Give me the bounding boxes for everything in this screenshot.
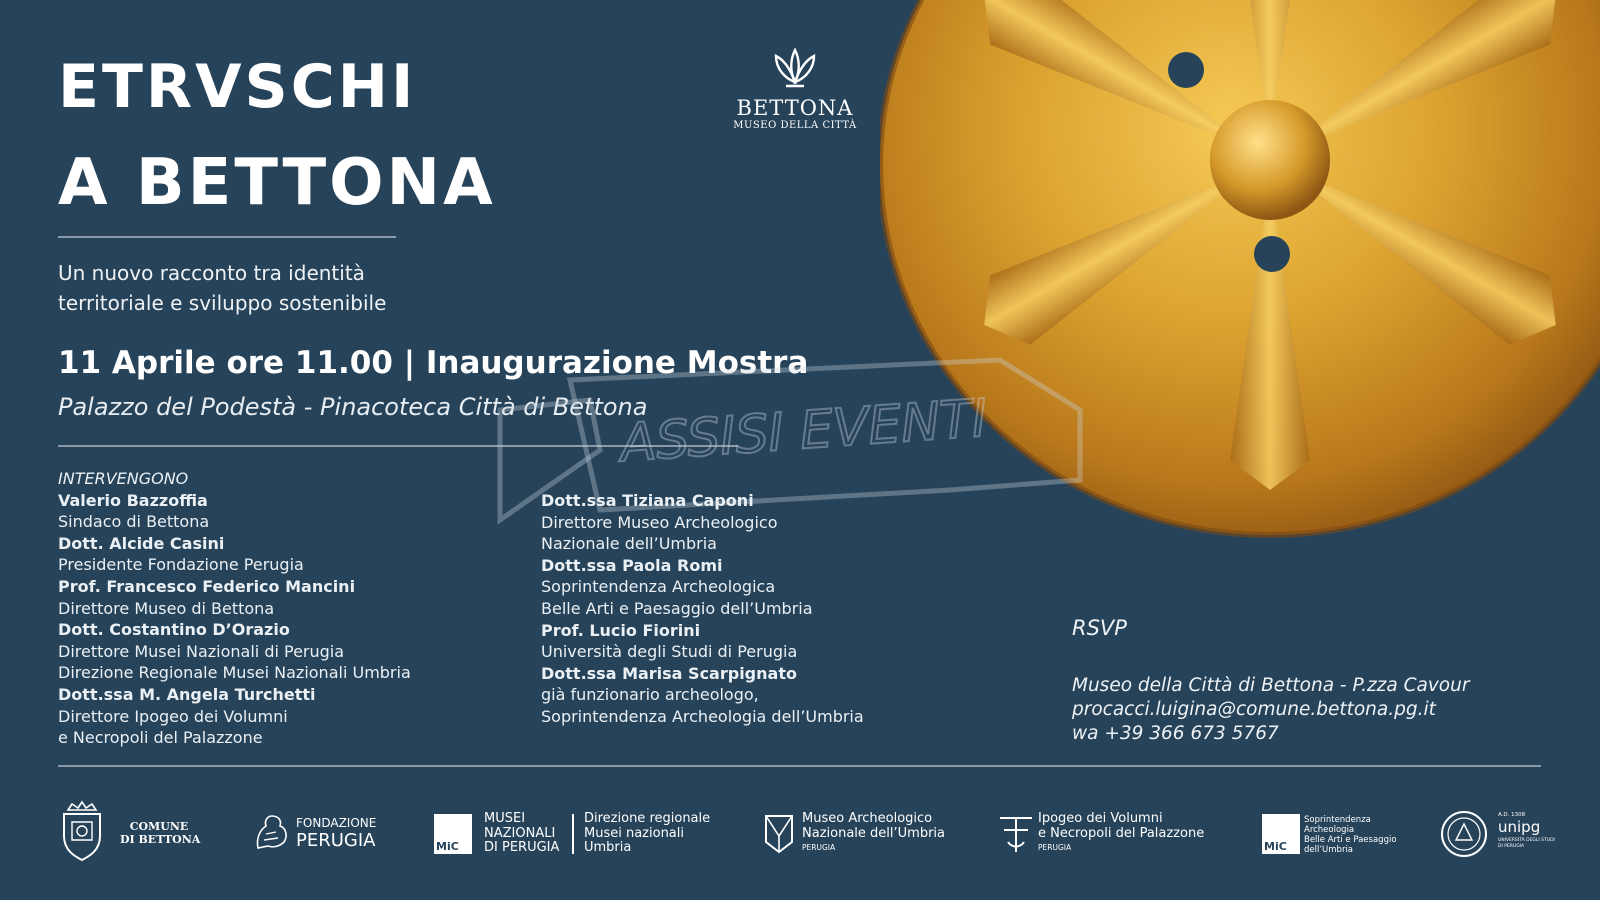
speakers-heading: INTERVENGONO (58, 469, 189, 488)
speaker-name: Prof. Lucio Fiorini (541, 620, 701, 640)
griffin-icon (252, 812, 290, 852)
subtitle (58, 258, 438, 318)
ipogeo-volumni-logo (998, 812, 1218, 860)
man-line2: Nazionale dell’Umbria (802, 825, 945, 841)
mic-badge (434, 814, 472, 854)
comune-line2: DI BETTONA (120, 833, 201, 846)
unipg-sub2: DI PERUGIA (1498, 844, 1525, 849)
university-seal-icon (1440, 810, 1488, 858)
rsvp-address: Museo della Città di Bettona - P.zza Cavour (1072, 675, 1470, 696)
rsvp-email-link[interactable]: procacci.luigina@comune.bettona.pg.it (1072, 699, 1436, 720)
unipg-logo (1440, 810, 1555, 860)
lily-icon (770, 48, 820, 90)
event-venue: Palazzo del Podestà - Pinacoteca Città di Bettona (58, 393, 648, 421)
mic-badge (1262, 814, 1300, 854)
ipogeo-line2: e Necropoli del Palazzone (1038, 825, 1205, 841)
subtitle-line2: territoriale e sviluppo sostenibile (58, 291, 387, 315)
speaker-role: Belle Arti e Paesaggio dell’Umbria (541, 598, 813, 618)
sabap-line2: Archeologia (1304, 825, 1355, 835)
bettona-museum-logo (732, 48, 858, 131)
rsvp-label: RSVP (1072, 616, 1127, 640)
tomb-icon (998, 812, 1034, 856)
speakers-column-1 (58, 468, 498, 749)
exhibition-title-line1: ETRVSCHI (58, 52, 417, 122)
speaker-name: Dott.ssa Tiziana Caponi (541, 491, 754, 510)
speaker-role: Direttore Musei Nazionali di Perugia (58, 641, 345, 661)
title-divider (58, 236, 396, 238)
speaker-role: Sindaco di Bettona (58, 512, 210, 532)
watermark-text: ASSISI EVENTI (618, 388, 990, 475)
comune-di-bettona-logo (58, 800, 201, 864)
rsvp-phone[interactable]: wa +39 366 673 5767 (1072, 723, 1279, 744)
speakers-column-2 (541, 490, 941, 728)
speaker-role: Soprintendenza Archeologica (541, 577, 776, 597)
direzione-line2: Musei nazionali (584, 825, 684, 841)
soprintendenza-umbria-logo (1262, 812, 1402, 860)
unipg-sub1: UNIVERSITÀ DEGLI STUDI (1498, 838, 1555, 843)
vase-icon (762, 812, 796, 854)
direzione-line1: Direzione regionale (584, 811, 711, 826)
speaker-name: Dott. Costantino D’Orazio (58, 620, 290, 640)
mic-badge-label: MiC (436, 840, 459, 853)
musei-line1: MUSEI (484, 811, 526, 826)
speaker-role: Università degli Studi di Perugia (541, 642, 798, 662)
speaker-name: Dott.ssa M. Angela Turchetti (58, 684, 316, 704)
speaker-role: Direttore Ipogeo dei Volumni (58, 706, 288, 726)
footer-divider (58, 765, 1541, 767)
speaker-role: Soprintendenza Archeologia dell’Umbria (541, 706, 864, 726)
speaker-role: Direzione Regionale Musei Nazionali Umbria (58, 663, 411, 683)
sabap-line3: Belle Arti e Paesaggio (1304, 835, 1397, 845)
speaker-role: già funzionario archeologo, (541, 685, 759, 705)
logo-separator (572, 814, 574, 854)
direzione-line3: Umbria (584, 840, 632, 855)
subtitle-line1: Un nuovo racconto tra identità (58, 261, 365, 285)
man-line3: PERUGIA (802, 843, 836, 852)
ipogeo-line3: PERUGIA (1038, 843, 1072, 852)
musei-line2: NAZIONALI (484, 825, 556, 841)
musei-nazionali-perugia-logo (434, 811, 711, 860)
speaker-role: e Necropoli del Palazzone (58, 728, 263, 748)
museo-archeologico-umbria-logo (762, 812, 962, 860)
unipg-name: unipg (1498, 818, 1541, 836)
speaker-name: Prof. Francesco Federico Mancini (58, 576, 356, 596)
speaker-name: Valerio Bazzoffia (58, 490, 208, 510)
event-date-heading: 11 Aprile ore 11.00 | Inaugurazione Mostra (58, 345, 809, 381)
coat-of-arms-icon (58, 800, 106, 862)
musei-line3: DI PERUGIA (484, 840, 560, 855)
speaker-role: Direttore Museo Archeologico (541, 512, 778, 532)
fondazione-line2: PERUGIA (296, 829, 376, 851)
rsvp-contact (1072, 674, 1512, 746)
comune-line1: COMUNE (129, 820, 189, 833)
speaker-role: Direttore Museo di Bettona (58, 598, 275, 618)
speaker-role: Nazionale dell’Umbria (541, 534, 717, 554)
sabap-line1: Soprintendenza (1304, 815, 1371, 825)
fondazione-perugia-logo (252, 812, 382, 856)
speaker-role: Presidente Fondazione Perugia (58, 555, 304, 575)
speaker-name: Dott. Alcide Casini (58, 533, 225, 553)
man-line1: Museo Archeologico (802, 811, 933, 826)
fondazione-line1: FONDAZIONE (296, 816, 377, 830)
unipg-year: A.D. 1308 (1498, 812, 1526, 818)
speaker-name: Dott.ssa Marisa Scarpignato (541, 663, 797, 683)
exhibition-title-line2: A BETTONA (58, 146, 496, 220)
mic-badge-label: MiC (1264, 840, 1287, 853)
bettona-logo-subtitle: MUSEO DELLA CITTÀ (733, 120, 857, 131)
ipogeo-line1: Ipogeo dei Volumni (1038, 811, 1163, 826)
speaker-name: Dott.ssa Paola Romi (541, 555, 723, 575)
bettona-logo-name: BETTONA (736, 96, 854, 120)
sabap-line4: dell’Umbria (1304, 845, 1354, 855)
